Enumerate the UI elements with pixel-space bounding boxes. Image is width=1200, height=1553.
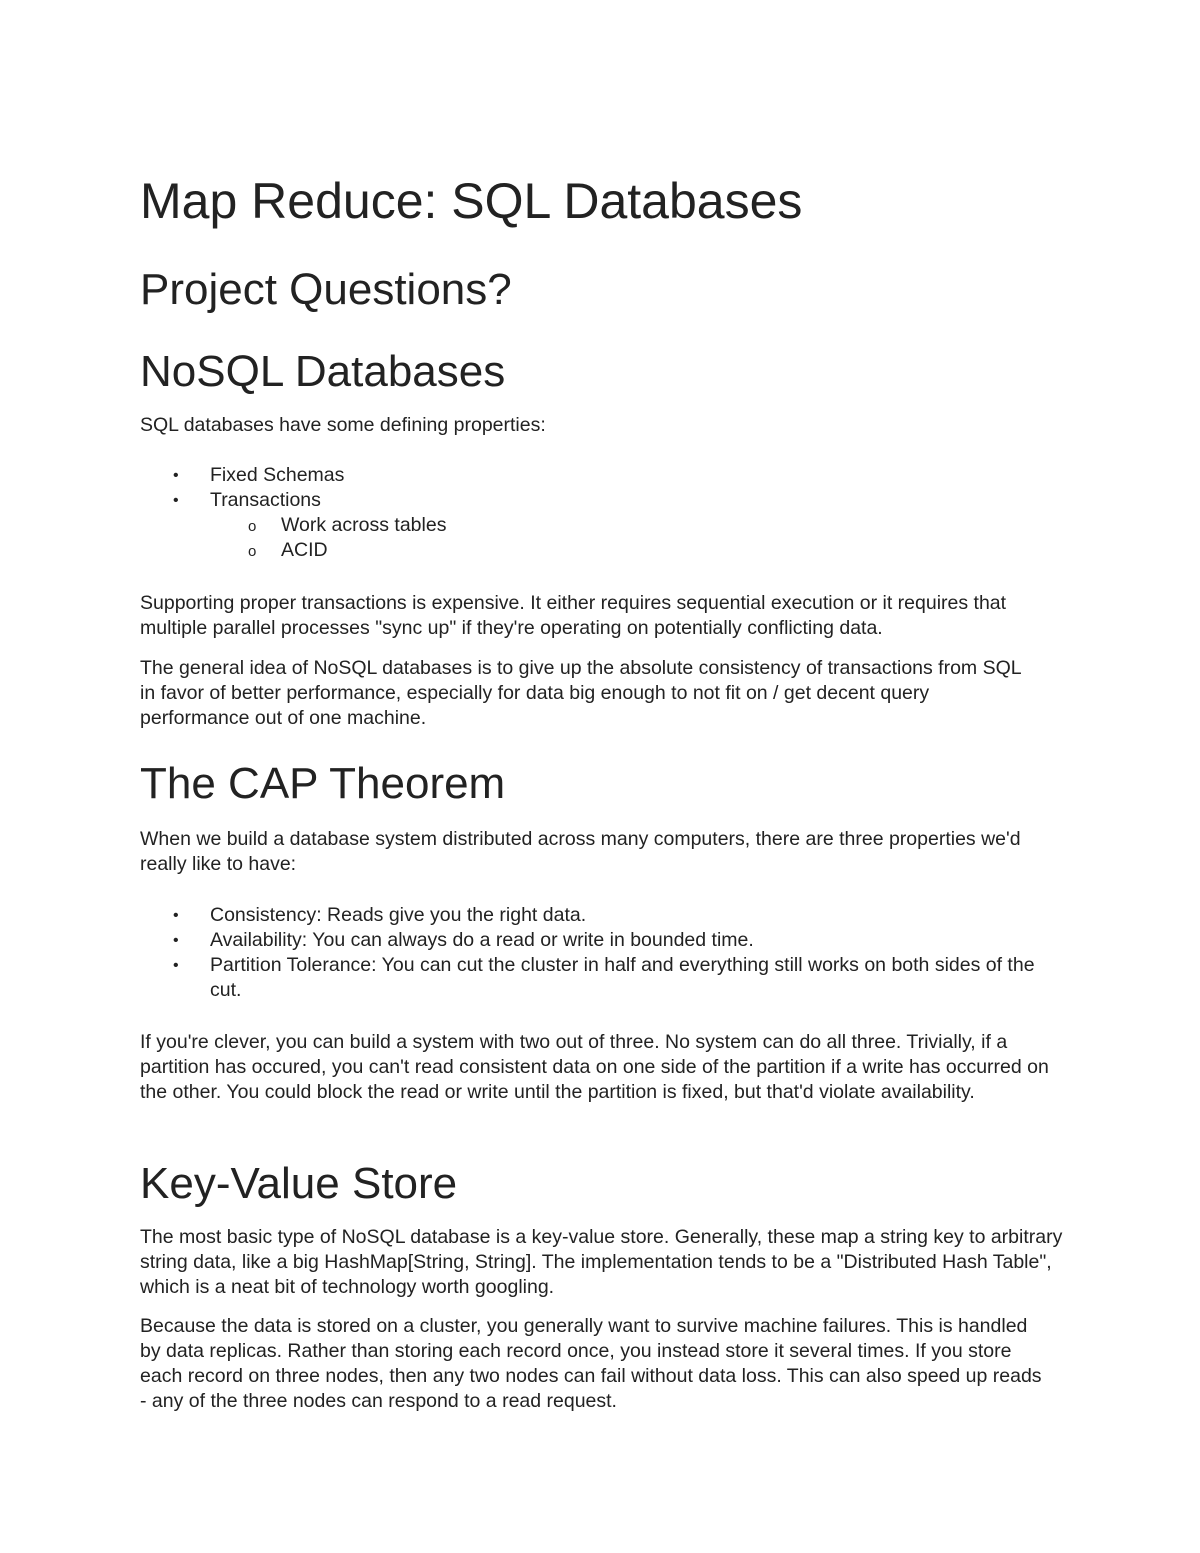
transactions-sublist	[210, 513, 446, 563]
sub-bullet-icon: o	[248, 543, 257, 560]
heading-cap-theorem: The CAP Theorem	[140, 759, 506, 808]
kv-paragraph-2: Because the data is stored on a cluster, you generally want to survive machine failures. This is handled by data replicas. Rather than storing each record once, you instead store it several times. If you store each record on three nodes, then any two nodes can fail without data loss. This can also speed up reads - any of the three nodes can respond to a read request.	[140, 1315, 1042, 1412]
list-item-text: Availability: You can always do a read or write in bounded time.	[210, 929, 754, 951]
list-item	[140, 538, 446, 563]
bullet-icon: •	[173, 907, 179, 924]
list-item-text: ACID	[281, 539, 328, 561]
list-item	[140, 463, 446, 488]
nosql-paragraph-1: Supporting proper transactions is expensive. It either requires sequential execution or it requires that multiple parallel processes "sync up" if they're operating on potentially conflicting data.	[140, 592, 1007, 639]
list-item-text: Fixed Schemas	[210, 464, 345, 486]
heading-nosql-databases: NoSQL Databases	[140, 347, 506, 396]
list-item	[140, 513, 446, 538]
bullet-icon: •	[173, 957, 179, 974]
list-item-text: Consistency: Reads give you the right data.	[210, 904, 587, 926]
list-item	[140, 928, 1060, 953]
document-title: Map Reduce: SQL Databases	[140, 173, 803, 229]
heading-key-value-store: Key-Value Store	[140, 1159, 458, 1208]
nosql-intro: SQL databases have some defining properties:	[140, 414, 546, 436]
list-item-text: Transactions	[210, 489, 321, 511]
bullet-icon: •	[173, 932, 179, 949]
kv-paragraph-1: The most basic type of NoSQL database is a key-value store. Generally, these map a string key to arbitrary string data, like a big HashMap[String, String]. The implementation tends to be a "Distributed Hash Table", which is a neat bit of technology worth googling.	[140, 1226, 1063, 1298]
list-item-text: Work across tables	[281, 514, 447, 536]
nosql-properties-list	[140, 463, 446, 563]
cap-properties-list	[140, 903, 1060, 1003]
heading-project-questions: Project Questions?	[140, 265, 512, 314]
cap-paragraph-1: If you're clever, you can build a system with two out of three. No system can do all three. Trivially, if a partition has occured, you can't read consistent data on one side of the partition if a write has occurred on the other. You could block the read or write until the partition is fixed, but that'd violate availability.	[140, 1031, 1049, 1103]
sub-bullet-icon: o	[248, 518, 257, 535]
bullet-icon: •	[173, 492, 179, 509]
list-item	[140, 488, 446, 563]
bullet-icon: •	[173, 467, 179, 484]
list-item-text: Partition Tolerance: You can cut the cluster in half and everything still works on both sides of the cut.	[210, 954, 1035, 1001]
cap-intro: When we build a database system distributed across many computers, there are three properties we'd really like to have:	[140, 828, 1021, 875]
nosql-paragraph-2: The general idea of NoSQL databases is to give up the absolute consistency of transactions from SQL in favor of better performance, especially for data big enough to not fit on / get decent query performance out of one machine.	[140, 657, 1021, 729]
list-item	[140, 903, 1060, 928]
list-item	[140, 953, 1060, 1003]
